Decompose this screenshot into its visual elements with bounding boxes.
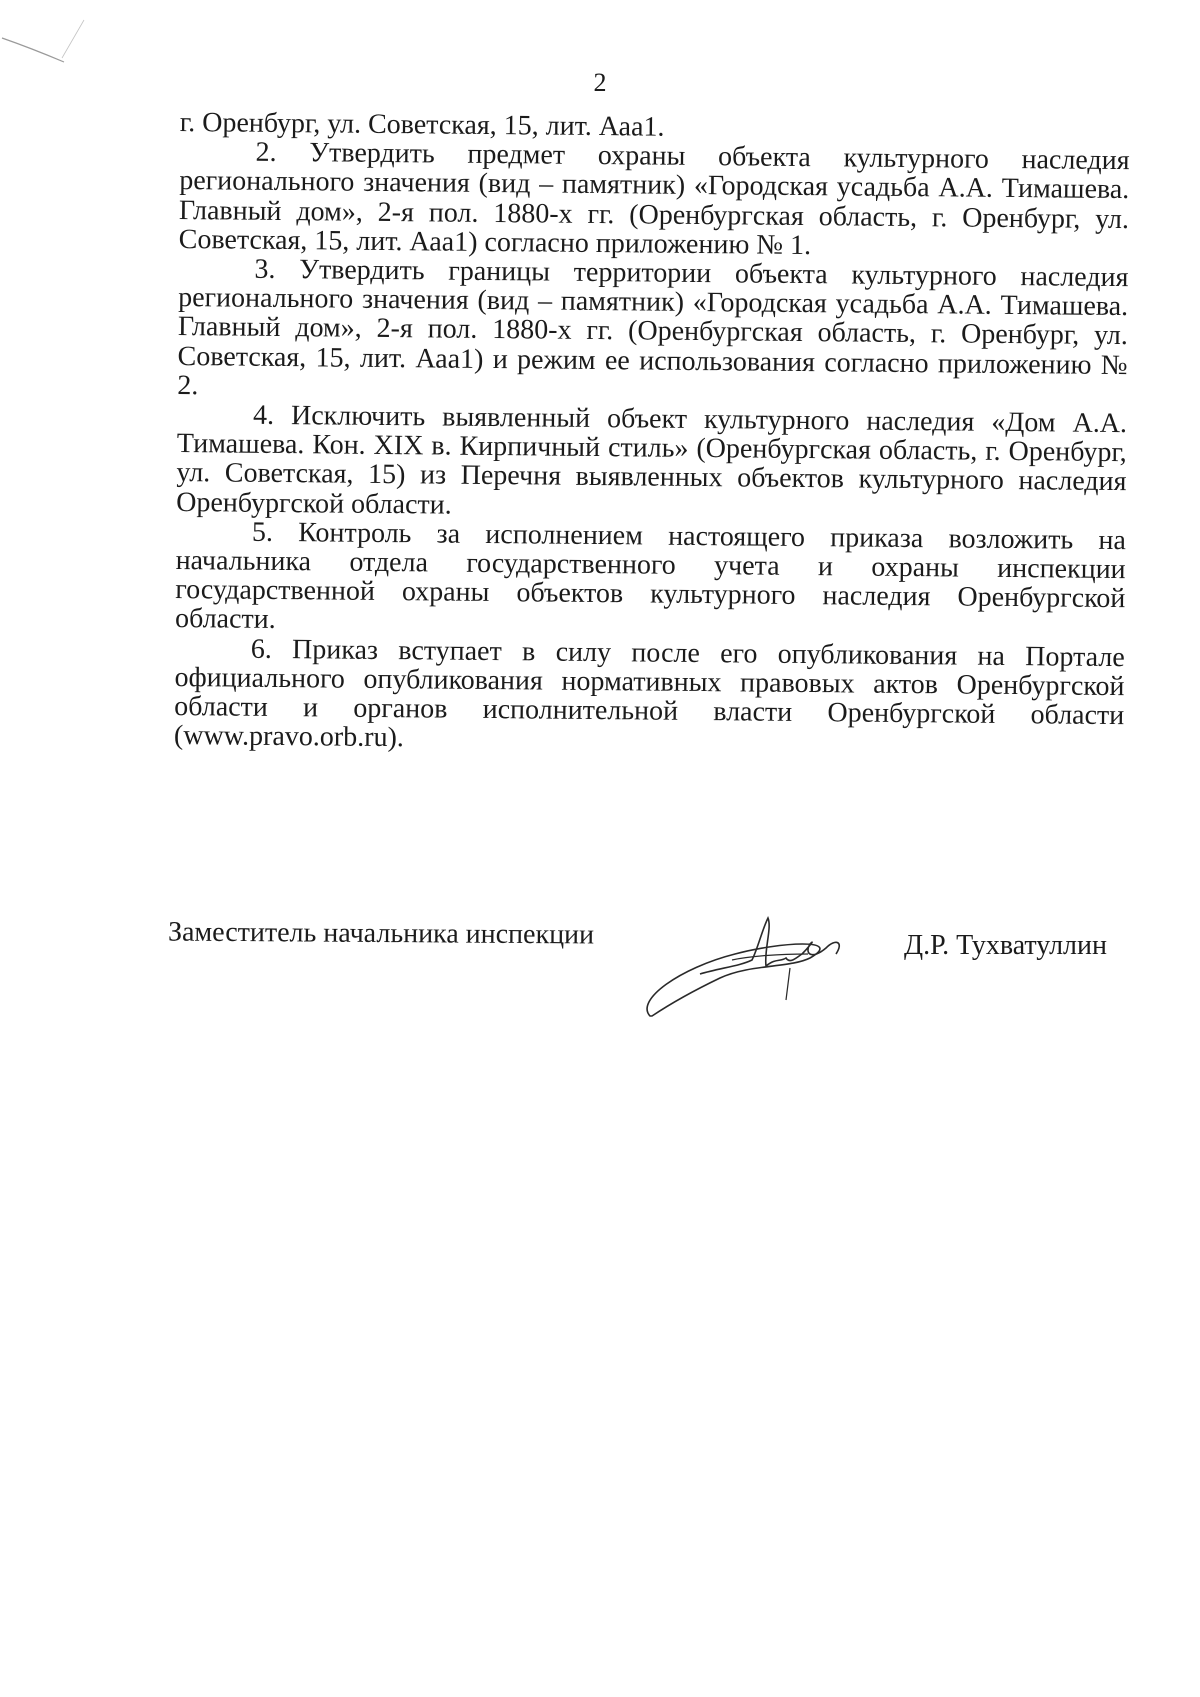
paragraph-item-4: 4. Исключить выявленный объект культурного наследия «Дом А.А. Тимашева. Кон. XIX в. Кирпичный стиль» (Оренбургская область, г. Оренбург, ул. Советская, 15) из Перечня выявленных объектов культурного наследия Оренбургской области. <box>176 399 1128 521</box>
page-number: 2 <box>593 68 607 97</box>
handwritten-signature <box>640 908 890 1028</box>
paragraph-item-2: 2. Утвердить предмет охраны объекта культурного наследия регионального значения (вид – памятник) «Городская усадьба А.А. Тимашева. Главный дом», 2-я пол. 1880-х гг. (Оренбургская область, г. Оренбург, ул. Советская, 15, лит. Ааа1) согласно приложению № 1. <box>178 136 1130 261</box>
paragraph-item-3: 3. Утвердить границы территории объекта культурного наследия регионального значения (вид – памятник) «Городская усадьба А.А. Тимашева. Главный дом», 2-я пол. 1880-х гг. (Оренбургская область, г. Оренбург, ул. Советская, 15, лит. Ааа1) и режим ее использования согласно приложению № 2. <box>177 253 1129 402</box>
paragraph-item-5: 5. Контроль за исполнением настоящего приказа возложить на начальника отдела государственного учета и охраны инспекции государственной охраны объектов культурного наследия Оренбургской области. <box>174 516 1127 636</box>
paragraph-item-6: 6. Приказ вступает в силу после его опубликования на Портале официального опубликования нормативных правовых актов Оренбургской области и органов исполнительной власти Оренбургской области (www.pravo.orb.ru). <box>173 633 1125 754</box>
document-body <box>174 108 1130 760</box>
paragraph-address-continuation: г. Оренбург, ул. Советская, 15, лит. Ааа1. <box>179 107 665 143</box>
signer-title: Заместитель начальника инспекции <box>167 916 595 951</box>
signer-name: Д.Р. Тухватуллин <box>904 930 1107 961</box>
signature-block <box>0 918 1200 1048</box>
